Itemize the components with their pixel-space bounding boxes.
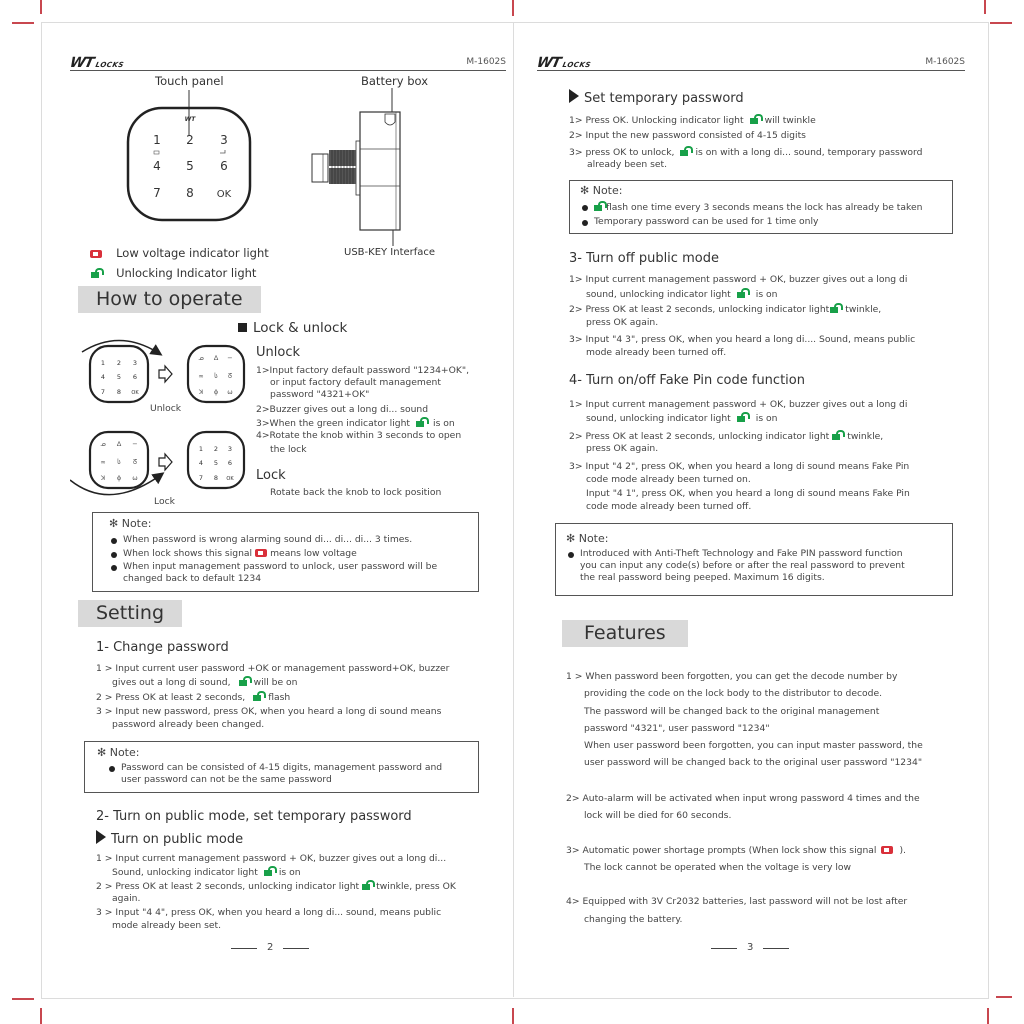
crop-mark	[984, 0, 986, 14]
svg-text:ɸ: ɸ	[213, 388, 219, 396]
svg-text:∞: ∞	[100, 458, 106, 466]
feature-item: The lock cannot be operated when the voltage is very low	[584, 862, 852, 873]
svg-text:1: 1	[100, 359, 106, 367]
step-text: 3> press OK to unlock,	[569, 147, 675, 158]
unlock-step: 1>Input factory default password "1234+OK",	[256, 365, 470, 376]
crop-mark	[40, 1008, 42, 1024]
step-text: is on	[278, 867, 301, 878]
svg-text:6: 6	[132, 373, 138, 381]
section-how-to-operate: How to operate	[78, 286, 261, 313]
step-text: 2 > Press OK at least 2 seconds,	[96, 692, 246, 703]
unlock-icon	[594, 201, 605, 211]
key-8: 8	[186, 186, 194, 200]
model-number: M-1602S	[925, 57, 965, 67]
note-title-text: Note:	[121, 517, 152, 530]
unlock-step	[256, 417, 455, 431]
right-page	[537, 0, 965, 1024]
step-text: Sound, unlocking indicator light	[112, 867, 258, 878]
feature-item: When user password been forgotten, you can input master password, the	[584, 740, 923, 751]
turn-on-public-mode-heading	[96, 830, 243, 847]
change-password-heading: 1- Change password	[96, 640, 229, 655]
svg-text:2: 2	[116, 359, 122, 367]
svg-text:7: 7	[198, 474, 204, 482]
turn-off-public-heading: 3- Turn off public mode	[569, 251, 719, 266]
feature-item: password "4321", user password "1234"	[584, 723, 770, 734]
public-off-step: 1> Input current management password + OK, buzzer gives out a long di	[569, 274, 908, 285]
svg-text:∞: ∞	[198, 372, 204, 380]
note-text: means low voltage	[270, 548, 357, 559]
unlock-icon	[264, 866, 275, 876]
step-text: 2> Press OK at least 2 seconds, unlocking indicator light	[569, 431, 830, 442]
key-3: 3	[220, 133, 228, 147]
note-item-cont: the real password being peeped. Maximum 16 digits.	[580, 572, 825, 583]
svg-text:ს: ს	[214, 372, 218, 380]
note-item: When password is wrong alarming sound di... di... di... 3 times.	[123, 534, 413, 545]
unlock-icon	[362, 880, 373, 890]
svg-text:3: 3	[132, 359, 138, 367]
note-item: Temporary password can be used for 1 time only	[594, 216, 819, 227]
svg-text:−: −	[132, 440, 138, 448]
svg-text:ს: ს	[117, 458, 121, 466]
note-box	[84, 741, 479, 793]
crop-mark	[990, 22, 1012, 24]
feature-text: ).	[899, 845, 906, 856]
note-title-text: Note:	[578, 532, 609, 545]
crop-mark	[40, 0, 42, 14]
note-title: ✻ Note:	[566, 532, 609, 545]
note-item: When input management password to unlock, user password will be	[123, 561, 438, 572]
brand-name: WT	[68, 55, 95, 71]
note-text: When lock shows this signal	[123, 548, 253, 559]
step-text: gives out a long di sound,	[112, 677, 231, 688]
brand-sub: LOCKS	[561, 61, 592, 69]
unlock-icon	[832, 430, 843, 440]
note-title: ✻ Note:	[109, 517, 152, 530]
brand-name: WT	[535, 55, 562, 71]
lock-unlock-diagram	[70, 334, 250, 514]
step-text: sound, unlocking indicator light	[586, 413, 731, 424]
low-voltage-icon	[881, 846, 893, 854]
fake-pin-step: 3> Input "4 2", press OK, when you heard a long di sound means Fake Pin	[569, 461, 910, 472]
lock-caption: Lock	[154, 496, 175, 507]
svg-text:ω: ω	[227, 388, 233, 396]
temp-step	[569, 146, 922, 160]
step-text: twinkle,	[845, 304, 882, 315]
fake-pin-step: Input "4 1", press OK, when you heard a long di sound means Fake Pin	[586, 488, 910, 499]
brand-sub: LOCKS	[94, 61, 125, 69]
public-mode-heading: 2- Turn on public mode, set temporary password	[96, 809, 412, 824]
unlock-step: 2>Buzzer gives out a long di... sound	[256, 404, 429, 415]
battery-box-diagram	[305, 86, 405, 246]
svg-text:ᘔ: ᘔ	[227, 372, 233, 380]
note-title-text: Note:	[109, 746, 140, 759]
svg-text:7: 7	[100, 388, 106, 396]
feature-item: lock will be died for 60 seconds.	[584, 810, 732, 821]
step-text: twinkle,	[847, 431, 884, 442]
public-step	[112, 866, 301, 880]
feature-item	[566, 845, 906, 858]
public-step: mode already been set.	[112, 920, 222, 931]
legend-label: Unlocking Indicator light	[116, 266, 257, 280]
svg-text:5: 5	[116, 373, 122, 381]
crop-mark	[12, 22, 34, 24]
crop-mark	[996, 996, 1012, 998]
unlock-icon	[680, 146, 691, 156]
fake-pin-step: press OK again.	[586, 443, 659, 454]
svg-text:3: 3	[227, 445, 233, 453]
step-text: is on with a long di... sound, temporary password	[695, 147, 923, 158]
note-text: flash one time every 3 seconds means the lock has already be taken	[606, 202, 923, 213]
step-text: 2> Press OK at least 2 seconds, unlocking indicator light	[569, 304, 830, 315]
temp-password-heading	[569, 89, 744, 106]
public-off-step: press OK again.	[586, 317, 659, 328]
crop-mark	[512, 0, 514, 16]
temp-step: already been set.	[587, 159, 668, 170]
unlock-icon	[253, 691, 264, 701]
key-1: 1	[153, 133, 161, 147]
key-4: 4	[153, 159, 161, 173]
key-6: 6	[220, 159, 228, 173]
svg-text:ꓘ: ꓘ	[100, 474, 106, 482]
unlock-icon	[830, 303, 841, 313]
feature-item: The password will be changed back to the original management	[584, 706, 880, 717]
triangle-bullet-icon	[569, 89, 579, 103]
lock-unlock-heading	[238, 320, 347, 336]
key-7: 7	[153, 186, 161, 200]
note-box	[555, 523, 953, 596]
unlock-icon	[737, 412, 748, 422]
low-voltage-icon	[255, 549, 267, 557]
setting-step	[112, 676, 298, 690]
public-off-step	[586, 288, 778, 302]
svg-text:5: 5	[213, 459, 219, 467]
svg-text:OK: OK	[226, 476, 234, 482]
temp-step	[569, 114, 816, 128]
svg-text:ɸ: ɸ	[116, 474, 122, 482]
note-title: ✻ Note:	[580, 184, 623, 197]
fake-pin-step	[569, 430, 883, 444]
subheading-text: Turn on public mode	[111, 832, 244, 847]
public-off-step: 3> Input "4 3", press OK, when you heard a long di.... Sound, means public	[569, 334, 916, 345]
page-number: 2	[267, 942, 274, 953]
key-2: 2	[186, 133, 194, 147]
lock-unlock-title: Lock & unlock	[253, 320, 348, 336]
fake-pin-step	[586, 412, 778, 426]
svg-text:∆: ∆	[213, 354, 219, 362]
section-setting: Setting	[78, 600, 182, 627]
model-number: M-1602S	[466, 57, 506, 67]
note-item-cont: you can input any code(s) before or after the real password to prevent	[580, 560, 905, 571]
step-text: 1> Press OK. Unlocking indicator light	[569, 115, 744, 126]
svg-text:ᓄ: ᓄ	[198, 354, 204, 362]
key-5: 5	[186, 159, 194, 173]
setting-step: password already been changed.	[112, 719, 265, 730]
note-item	[123, 548, 357, 561]
svg-text:1: 1	[198, 445, 204, 453]
legend-label: Low voltage indicator light	[116, 246, 269, 260]
battery-box-label: Battery box	[361, 74, 429, 88]
step-text: will be on	[253, 677, 298, 688]
feature-text: 3> Automatic power shortage prompts (When lock show this signal	[566, 845, 877, 856]
step-text: twinkle, press OK	[376, 881, 456, 892]
svg-text:−: −	[227, 354, 233, 362]
unlock-heading: Unlock	[256, 345, 300, 360]
unlock-step: password "4321+OK"	[270, 389, 370, 400]
public-step: 3 > Input "4 4", press OK, when you heard a long di... sound, means public	[96, 907, 442, 918]
note-box	[92, 512, 479, 592]
subheading-text: Set temporary password	[584, 91, 744, 106]
fake-pin-step: code mode already been turned on.	[586, 474, 751, 485]
feature-item: 1 > When password been forgotten, you can get the decode number by	[566, 671, 898, 682]
svg-text:ω: ω	[132, 474, 138, 482]
svg-text:6: 6	[227, 459, 233, 467]
note-item: Password can be consisted of 4-15 digits, management password and	[121, 762, 443, 773]
crop-mark	[512, 1008, 514, 1024]
legend-low-voltage	[90, 242, 269, 261]
crop-mark	[987, 1008, 989, 1024]
left-page	[70, 0, 506, 1024]
public-step	[96, 880, 456, 894]
public-off-step	[569, 303, 881, 317]
step-text: sound, unlocking indicator light	[586, 289, 731, 300]
feature-item: providing the code on the lock body to the distributor to decode.	[584, 688, 883, 699]
unlock-icon	[737, 288, 748, 298]
temp-step: 2> Input the new password consisted of 4-15 digits	[569, 130, 806, 141]
keypad-keys	[153, 133, 231, 200]
unlock-caption: Unlock	[150, 403, 182, 414]
svg-text:ꓘ: ꓘ	[198, 388, 204, 396]
brand-logo	[68, 55, 126, 71]
triangle-bullet-icon	[96, 830, 106, 844]
fake-pin-step: 1> Input current management password + OK, buzzer gives out a long di	[569, 399, 908, 410]
svg-text:ᘔ: ᘔ	[132, 458, 138, 466]
page-divider	[513, 22, 514, 997]
page-header	[537, 56, 965, 71]
feature-item: 4> Equipped with 3V Cr2032 batteries, last password will not be lost after	[566, 896, 908, 907]
section-features: Features	[562, 620, 688, 647]
note-item	[594, 201, 922, 215]
svg-text:WT: WT	[184, 116, 196, 123]
public-off-step: mode already been turned off.	[586, 347, 727, 358]
setting-step: 3 > Input new password, press OK, when you heard a long di sound means	[96, 706, 442, 717]
key-ok: OK	[216, 189, 232, 200]
unlock-icon	[750, 114, 761, 124]
page-header	[70, 56, 506, 71]
feature-item: 2> Auto-alarm will be activated when input wrong password 4 times and the	[566, 793, 920, 804]
note-item-cont: user password can not be the same password	[121, 774, 332, 785]
note-item-cont: changed back to default 1234	[123, 573, 262, 584]
usb-key-label: USB-KEY Interface	[344, 247, 436, 258]
square-bullet-icon	[238, 323, 247, 332]
note-box	[569, 180, 953, 234]
unlock-step: or input factory default management	[270, 377, 441, 388]
touch-panel-diagram	[120, 86, 260, 226]
step-text: is on	[755, 413, 778, 424]
svg-text:2: 2	[213, 445, 219, 453]
setting-step	[96, 691, 290, 705]
svg-text:ᓄ: ᓄ	[100, 440, 106, 448]
note-title-text: Note:	[592, 184, 623, 197]
legend-unlocking	[90, 262, 256, 281]
svg-text:OK: OK	[131, 390, 139, 396]
fake-pin-step: code mode already been turned off.	[586, 501, 752, 512]
brand-logo	[535, 55, 593, 71]
svg-text:8: 8	[213, 474, 219, 482]
step-text: 2 > Press OK at least 2 seconds, unlocking indicator light	[96, 881, 360, 892]
svg-text:∆: ∆	[116, 440, 122, 448]
step-text: will twinkle	[764, 115, 816, 126]
step-text: is on	[755, 289, 778, 300]
unlock-icon	[416, 417, 427, 427]
unlock-icon	[239, 676, 250, 686]
setting-step: 1 > Input current user password +OK or management password+OK, buzzer	[96, 663, 450, 674]
step-text: is on	[433, 418, 455, 429]
step-text: 3>When the green indicator light	[256, 418, 411, 429]
svg-text:4: 4	[100, 373, 106, 381]
feature-item: changing the battery.	[584, 914, 683, 925]
svg-text:4: 4	[198, 459, 204, 467]
note-title: ✻ Note:	[97, 746, 140, 759]
page-number: 3	[747, 942, 754, 953]
unlock-step: the lock	[270, 444, 307, 455]
note-item: Introduced with Anti-Theft Technology and Fake PIN password function	[580, 548, 903, 559]
public-step: 1 > Input current management password + OK, buzzer gives out a long di...	[96, 853, 447, 864]
lock-text: Rotate back the knob to lock position	[270, 487, 442, 498]
step-text: flash	[268, 692, 291, 703]
low-voltage-icon	[90, 250, 102, 258]
svg-text:8: 8	[116, 388, 122, 396]
unlock-step: 4>Rotate the knob within 3 seconds to open	[256, 430, 462, 441]
feature-item: user password will be changed back to the original user password "1234"	[584, 757, 923, 768]
crop-mark	[12, 998, 34, 1000]
fake-pin-heading: 4- Turn on/off Fake Pin code function	[569, 373, 805, 388]
lock-heading: Lock	[256, 468, 286, 483]
touch-panel-label: Touch panel	[155, 74, 224, 88]
public-step: again.	[112, 893, 141, 904]
unlock-icon	[91, 268, 102, 278]
